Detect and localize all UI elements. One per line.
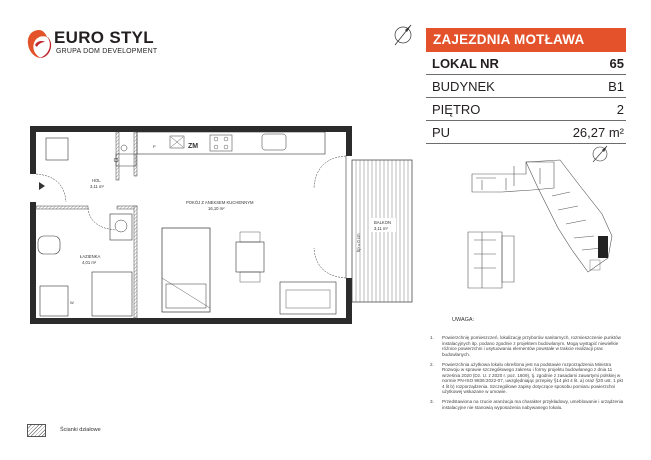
notes-title: UWAGA: [452, 317, 475, 323]
legend-label: Ścianki działowe [60, 427, 101, 433]
fridge-label: ZM [188, 143, 199, 150]
info-value: 26,27 m² [572, 124, 624, 140]
entrance-arrow-icon [39, 182, 45, 190]
note-item [430, 335, 626, 357]
info-label: PIĘTRO [432, 101, 481, 117]
room-area-hol: 3,11 m² [90, 184, 104, 189]
compass-rose-icon [392, 22, 414, 48]
info-label: BUDYNEK [432, 78, 495, 94]
info-row-budynek [426, 75, 626, 98]
note-item [430, 362, 626, 394]
info-label: PU [432, 124, 451, 140]
unit-marker [598, 236, 608, 258]
apartment-info-panel [426, 28, 626, 144]
site-compass-icon [593, 146, 607, 162]
info-value: B1 [608, 78, 624, 94]
info-row-pietro [426, 98, 626, 121]
notes-section [430, 318, 626, 415]
note-number: 1. [430, 335, 434, 341]
project-title: ZAJEZDNIA MOTŁAWA [426, 28, 626, 52]
washer-label: W [70, 300, 74, 305]
room-area-pokoj: 16,10 m² [208, 206, 225, 211]
balcony [352, 160, 412, 302]
info-value: 2 [616, 101, 624, 117]
note-number: 3. [430, 399, 434, 405]
info-label: LOKAL NR [432, 55, 499, 71]
brand-name: EURO STYL [54, 28, 154, 47]
site-key-plan [462, 140, 632, 300]
brand-subtitle: GRUPA DOM DEVELOPMENT [56, 48, 158, 55]
room-name-pokoj: POKÓJ Z ANEKSEM KUCHENNYM [186, 200, 254, 205]
note-text: Przedstawiona na rzucie aranżacja ma charakter przykładowy, umeblowanie i urządzenia instalacyjne nie stanowią wyposażenia nabywanego lokalu. [442, 399, 624, 410]
room-area-lazienka: 4,01 m² [82, 260, 97, 265]
room-area-balkon: 3,11 m² [374, 226, 388, 231]
floor-plan [30, 118, 420, 330]
note-text: Powierzchnia użytkowa lokalu określona jest na podstawie rozporządzenia Ministra Rozwoju w sprawie szczegółowego zakresu i formy projektu budowlanego z dnia 11 września 2020 (Dz. U. z 2020 r. poz. 1609), tj. zgodnie z zasadami zawartymi polskiej w normie PN-ISO 9836:2022-07, uwzględniając przepisy §14 pkt 4 lit. a) oraz §20 ust. 1 pkt 4 lit b) rozporządzenia. Szczegółowe zapisy dotyczące sposobu pomiaru powierzchni użytkowej wskazane w umowie. [442, 362, 624, 395]
note-number: 2. [430, 362, 434, 368]
pralka-label: P [153, 144, 156, 149]
window-height-label: hp = 0 cm [356, 233, 361, 252]
room-name-lazienka: ŁAZIENKA [80, 254, 101, 259]
note-text: Powierzchnię pomieszczeń, lokalizację przyborów sanitarnych, rozmieszczenie punktów instalacyjnych itp. podano zgodnie z projektem budowlanym. Mogą wystąpić niewielkie różnice powierzchni i usytuowania elementów powstałe w trakcie realizacji prac budowlanych. [442, 335, 621, 357]
logo-mark-icon [26, 28, 52, 60]
note-item [430, 399, 626, 410]
legend-partition-swatch [27, 424, 46, 437]
info-value: 65 [609, 55, 624, 71]
exterior-walls [30, 126, 352, 324]
room-name-balkon: BALKON [374, 220, 391, 225]
room-name-hol: HOL [92, 178, 101, 183]
info-row-lokal [426, 52, 626, 75]
